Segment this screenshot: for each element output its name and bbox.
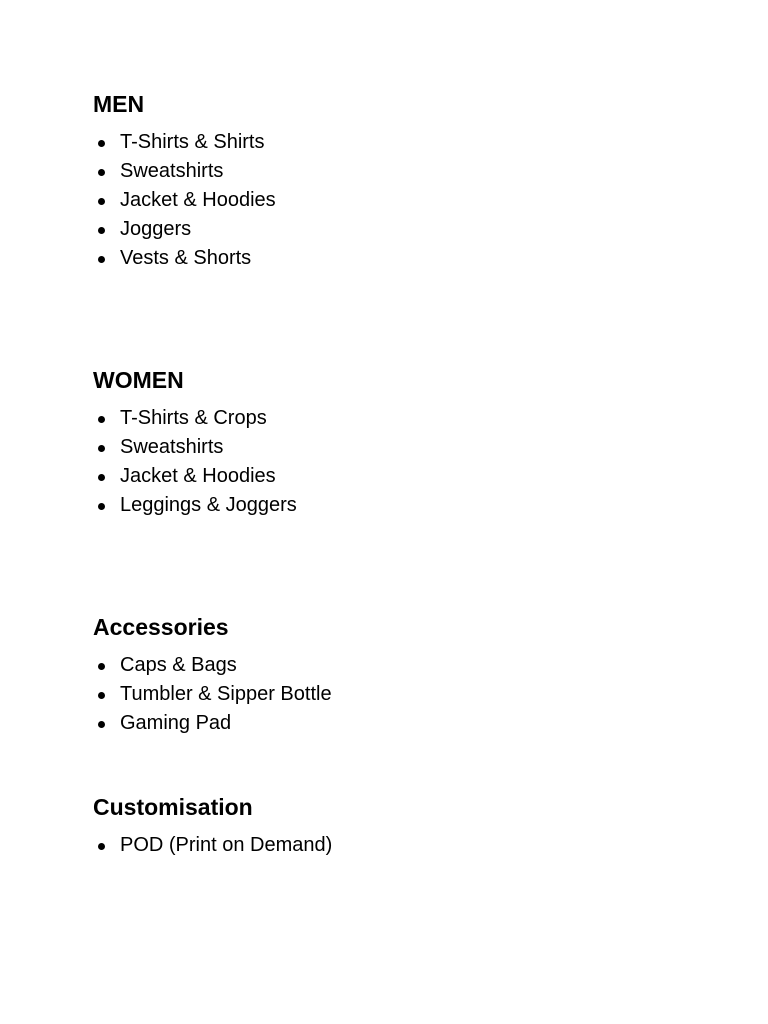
list-item-label: T-Shirts & Shirts xyxy=(120,131,265,153)
bullet-icon xyxy=(98,663,105,670)
list-item xyxy=(93,186,276,215)
list-item xyxy=(93,433,297,462)
list-item xyxy=(93,128,276,157)
bullet-icon xyxy=(98,256,105,263)
list-item xyxy=(93,462,297,491)
bullet-icon xyxy=(98,140,105,147)
item-list-accessories xyxy=(93,651,332,738)
list-item-label: Joggers xyxy=(120,218,192,240)
section-title-accessories: Accessories xyxy=(93,614,229,640)
section-women xyxy=(93,366,693,516)
list-item xyxy=(93,680,332,709)
list-item xyxy=(93,157,276,186)
list-item-label: Vests & Shorts xyxy=(120,247,252,269)
list-item-label: Jacket & Hoodies xyxy=(120,189,276,211)
section-men xyxy=(93,90,693,269)
list-item-label: Tumbler & Sipper Bottle xyxy=(120,683,332,705)
bullet-icon xyxy=(98,169,105,176)
bullet-icon xyxy=(98,692,105,699)
section-title-men: MEN xyxy=(93,91,145,117)
bullet-icon xyxy=(98,198,105,205)
list-item-label: POD (Print on Demand) xyxy=(120,834,333,856)
bullet-icon xyxy=(98,227,105,234)
section-customisation xyxy=(93,793,693,856)
list-item-label: Jacket & Hoodies xyxy=(120,465,276,487)
list-item xyxy=(93,831,332,860)
bullet-icon xyxy=(98,445,105,452)
list-item xyxy=(93,215,276,244)
section-title-women: WOMEN xyxy=(93,367,184,393)
list-item xyxy=(93,404,297,433)
item-list-men xyxy=(93,128,276,273)
list-item xyxy=(93,709,332,738)
list-item-label: Sweatshirts xyxy=(120,436,224,458)
section-accessories xyxy=(93,613,693,734)
list-item xyxy=(93,651,332,680)
list-item-label: Caps & Bags xyxy=(120,654,237,676)
bullet-icon xyxy=(98,721,105,728)
list-item-label: T-Shirts & Crops xyxy=(120,407,267,429)
list-item xyxy=(93,491,297,520)
section-title-customisation: Customisation xyxy=(93,794,253,820)
list-item xyxy=(93,244,276,273)
bullet-icon xyxy=(98,416,105,423)
list-item-label: Sweatshirts xyxy=(120,160,224,182)
bullet-icon xyxy=(98,503,105,510)
item-list-women xyxy=(93,404,297,520)
item-list-customisation xyxy=(93,831,332,860)
list-item-label: Gaming Pad xyxy=(120,712,232,734)
bullet-icon xyxy=(98,474,105,481)
list-item-label: Leggings & Joggers xyxy=(120,494,297,516)
bullet-icon xyxy=(98,843,105,850)
